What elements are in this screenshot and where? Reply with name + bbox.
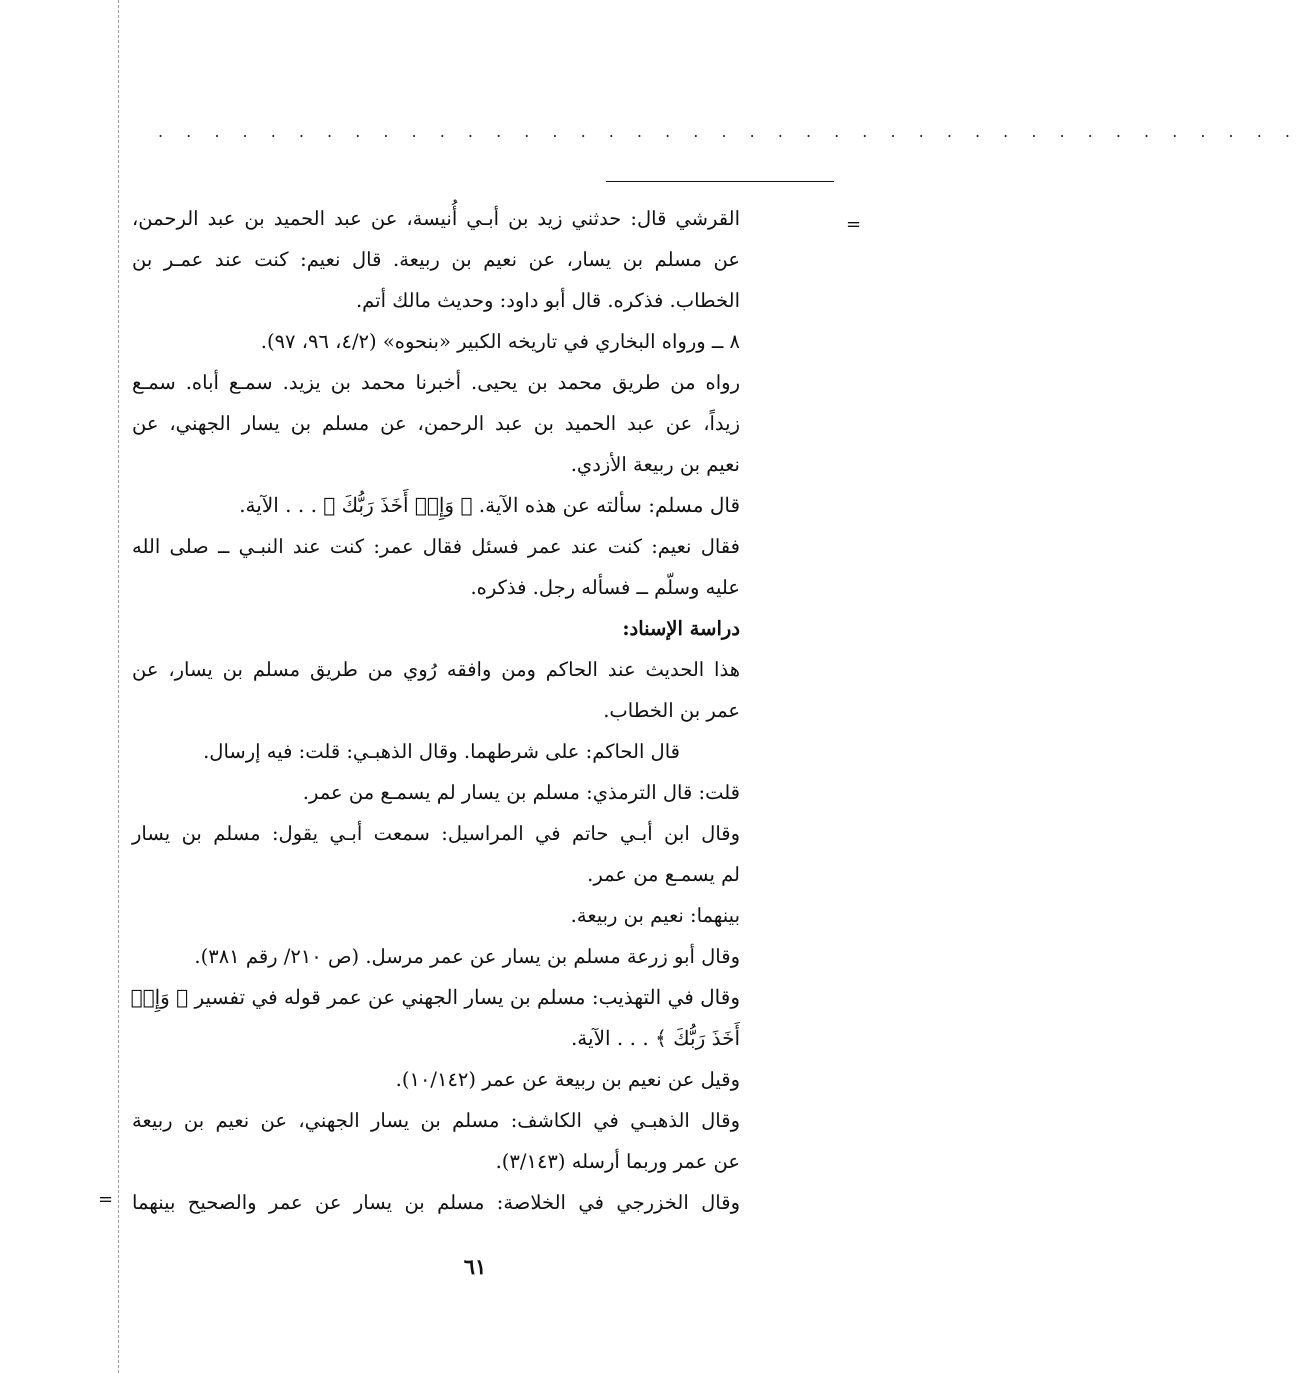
text-line: عن عمر وربما أرسله (٣/١٤٣). (495, 1150, 740, 1173)
text-line: ٨ ــ ورواه البخاري في تاريخه الكبير «بنحوه» (٤/٢، ٩٦، ٩٧). (260, 330, 740, 353)
text-line: عمر بن الخطاب. (603, 699, 740, 722)
text-line: وقيل عن نعيم بن ربيعة عن عمر (١٠/١٤٢). (395, 1068, 740, 1091)
margin-guide-line (118, 0, 119, 1373)
page-number: ٦١ (463, 1254, 487, 1279)
text-line: وقال الخزرجي في الخلاصة: مسلم بن يسار عن عمر والصحيح بينهما (132, 1191, 740, 1214)
text-line-with-verse: وقال في التهذيب: مسلم بن يسار الجهني عن عمر قوله في تفسير ﴿ وَإِذۡ (130, 985, 740, 1009)
section-separator-dots: . . . . . . . . . . . . . . . . . . . . . . . . . . . . . . . . . . . . . . . . . (158, 122, 1299, 141)
text-line: هذا الحديث عند الحاكم ومن وافقه رُوي من طريق مسلم بن يسار، عن (132, 658, 740, 681)
text-line: وقال أبو زرعة مسلم بن يسار عن عمر مرسل. (ص ٢١٠/ رقم ٣٨١). (194, 945, 740, 968)
text-line: قال الحاكم: على شرطهما. وقال الذهبـي: قلت: فيه إرسال. (203, 740, 680, 763)
text-line: بينهما: نعيم بن ربيعة. (570, 904, 740, 927)
text-line: الخطاب. فذكره. قال أبو داود: وحديث مالك أتم. (355, 289, 740, 312)
continuation-mark-top: = (846, 214, 862, 235)
text-line: نعيم بن ربيعة الأزدي. (570, 453, 740, 476)
footnote-rule (606, 181, 834, 182)
text-line: زيداً، عن عبد الحميد بن عبد الرحمن، عن مسلم بن يسار الجهني، عن (132, 412, 740, 435)
text-line: القرشي قال: حدثني زيد بن أبـي أُنيسة، عن عبد الحميد بن عبد الرحمن، (132, 207, 740, 230)
text-line-with-verse: قال مسلم: سألته عن هذه الآية. ﴿ وَإِذۡ أَخَذَ رَبُّكَ ﴾ . . . الآية. (239, 493, 740, 517)
text-line: لم يسمـع من عمر. (587, 863, 740, 886)
text-line: عن مسلم بن يسار، عن نعيم بن ربيعة. قال نعيم: كنت عند عمـر بن (132, 248, 740, 271)
footnote-body (132, 198, 740, 1223)
text-line: عليه وسلّم ــ فسأله رجل. فذكره. (470, 576, 740, 599)
text-line: رواه من طريق محمد بن يحيى. أخبرنا محمد بن يزيد. سمـع أباه. سمـع (132, 371, 740, 394)
text-line-with-verse: أَخَذَ رَبُّكَ ﴾ . . . الآية. (570, 1026, 740, 1050)
text-line: قلت: قال الترمذي: مسلم بن يسار لم يسمـع من عمر. (302, 781, 740, 804)
text-line: وقال الذهبـي في الكاشف: مسلم بن يسار الجهني، عن نعيم بن ربيعة (132, 1109, 740, 1132)
text-line: وقال ابن أبـي حاتم في المراسيل: سمعت أبـي يقول: مسلم بن يسار (132, 822, 740, 845)
text-line: فقال نعيم: كنت عند عمر فسئل فقال عمر: كنت عند النبـي ــ صلى الله (132, 535, 740, 558)
continuation-mark-bottom: = (98, 1189, 114, 1210)
section-heading: دراسة الإسناد: (622, 617, 740, 640)
